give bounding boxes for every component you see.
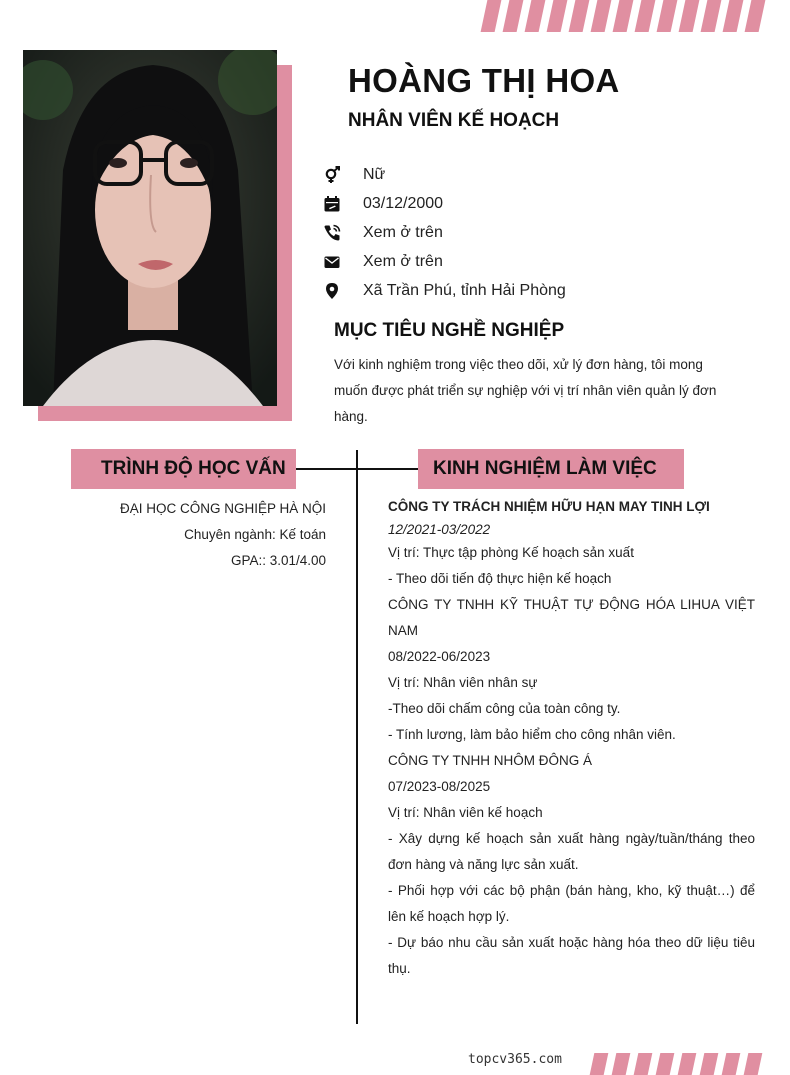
education-heading: TRÌNH ĐỘ HỌC VẤN <box>71 449 296 489</box>
info-row-email <box>322 247 566 276</box>
section-connector <box>296 468 418 470</box>
timeline-divider <box>356 450 358 1024</box>
company-name: CÔNG TY TRÁCH NHIỆM HỮU HẠN MAY TINH LỢI <box>388 499 710 514</box>
profile-photo <box>23 50 277 406</box>
objective-heading: MỤC TIÊU NGHỀ NGHIỆP <box>334 320 565 341</box>
school-name: ĐẠI HỌC CÔNG NGHIỆP HÀ NỘI <box>119 501 326 516</box>
job-duty: - Theo dõi tiến độ thực hiện kế hoạch <box>388 571 612 586</box>
company-name: CÔNG TY TNHH NHÔM ĐÔNG Á <box>388 753 593 768</box>
job-position: Vị trí: Nhân viên nhân sự <box>388 675 538 690</box>
gender-value: Nữ <box>363 165 386 183</box>
education-gpa: GPA:: 3.01/4.00 <box>230 553 326 568</box>
experience-section <box>388 494 755 982</box>
job-duty: - Xây dựng kế hoạch sản xuất hàng ngày/tuần/tháng theo đơn hàng và năng lực sản xuất. <box>388 831 755 872</box>
phone-value: Xem ở trên <box>363 223 443 241</box>
education-section <box>60 496 326 574</box>
footer-site-link[interactable]: topcv365.com <box>468 1052 562 1067</box>
education-major: Chuyên ngành: Kế toán <box>184 527 326 542</box>
job-period: 12/2021-03/2022 <box>388 522 491 537</box>
job-position: Vị trí: Thực tập phòng Kế hoạch sản xuất <box>388 545 634 560</box>
envelope-icon <box>322 252 342 272</box>
job-position: Vị trí: Nhân viên kế hoạch <box>388 805 543 820</box>
job-period: 08/2022-06/2023 <box>388 649 491 664</box>
experience-heading: KINH NGHIỆM LÀM VIỆC <box>418 449 684 489</box>
address-value: Xã Trần Phú, tỉnh Hải Phòng <box>363 281 566 299</box>
experience-item <box>388 748 755 982</box>
personal-info-list <box>322 160 566 305</box>
info-row-birthday <box>322 189 566 218</box>
experience-item <box>388 592 755 748</box>
info-row-address <box>322 276 566 305</box>
job-duty: - Phối hợp với các bộ phận (bán hàng, kho, kỹ thuật…) để lên kế hoạch hợp lý. <box>388 883 755 924</box>
bottom-stripes-decoration <box>592 1053 760 1075</box>
top-stripes-decoration <box>484 0 762 32</box>
phone-icon <box>322 223 342 243</box>
info-row-phone <box>322 218 566 247</box>
gender-icon <box>322 165 342 185</box>
job-title: NHÂN VIÊN KẾ HOẠCH <box>348 110 560 131</box>
birthday-value: 03/12/2000 <box>363 194 444 212</box>
job-period: 07/2023-08/2025 <box>388 779 491 794</box>
job-duty: - Tính lương, làm bảo hiểm cho công nhân viên. <box>388 727 676 742</box>
map-pin-icon <box>322 281 342 301</box>
candidate-name: HOÀNG THỊ HOA <box>348 62 620 99</box>
job-duty: - Dự báo nhu cầu sản xuất hoặc hàng hóa theo dữ liệu tiêu thụ. <box>388 935 755 976</box>
experience-item <box>388 494 755 592</box>
calendar-icon <box>322 194 342 214</box>
email-value: Xem ở trên <box>363 252 443 270</box>
objective-text: Với kinh nghiệm trong việc theo dõi, xử lý đơn hàng, tôi mong muốn được phát triển sự nghiệp với vị trí nhân viên quản lý đơn hàng. <box>334 357 717 424</box>
job-duty: -Theo dõi chấm công của toàn công ty. <box>388 701 621 716</box>
info-row-gender <box>322 160 566 189</box>
company-name: CÔNG TY TNHH KỸ THUẬT TỰ ĐỘNG HÓA LIHUA VIỆT NAM <box>388 597 755 638</box>
